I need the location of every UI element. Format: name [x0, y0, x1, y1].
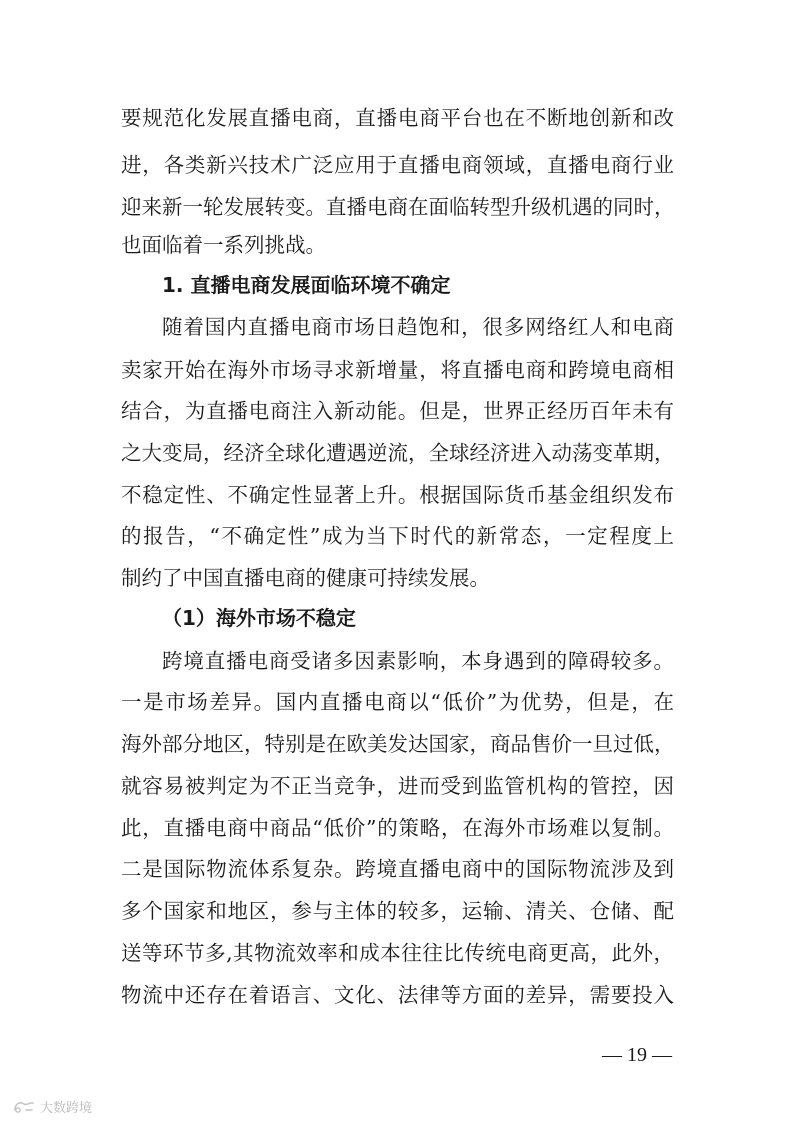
paragraph-line: 迎来新一轮发展转变。直播电商在面临转型升级机遇的同时，	[121, 195, 675, 219]
watermark-logo-icon	[12, 1098, 36, 1114]
paragraph-line: 结合，为直播电商注入新动能。但是，世界正经历百年未有	[121, 399, 674, 423]
paragraph-line: 就容易被判定为不正当竞争，进而受到监管机构的管控，因	[121, 774, 674, 798]
paragraph-line: 随着国内直播电商市场日趋饱和，很多网络红人和电商	[162, 315, 674, 339]
paragraph-line: 卖家开始在海外市场寻求新增量，将直播电商和跨境电商相	[121, 358, 674, 382]
subsection-heading: （1）海外市场不稳定	[162, 606, 356, 630]
paragraph-line: 海外部分地区，特别是在欧美发达国家，商品售价一旦过低，	[121, 732, 675, 756]
section-heading: 1. 直播电商发展面临环境不确定	[162, 273, 451, 297]
paragraph-line: 二是国际物流体系复杂。跨境直播电商中的国际物流涉及到	[121, 857, 674, 881]
paragraph-line: 多个国家和地区，参与主体的较多，运输、清关、仓储、配	[121, 899, 674, 923]
paragraph-line: 之大变局，经济全球化遭遇逆流，全球经济进入动荡变革期，	[121, 441, 675, 465]
paragraph-line: 要规范化发展直播电商，直播电商平台也在不断地创新和改	[121, 106, 674, 130]
paragraph-line: 不稳定性、不确定性显著上升。根据国际货币基金组织发布	[121, 483, 674, 507]
watermark	[12, 1096, 92, 1116]
paragraph-line: 进，各类新兴技术广泛应用于直播电商领域，直播电商行业	[121, 153, 674, 177]
paragraph-line: 的报告，“不确定性”成为当下时代的新常态，一定程度上	[121, 524, 674, 548]
paragraph-line: 跨境直播电商受诸多因素影响，本身遇到的障碍较多。	[162, 649, 674, 673]
paragraph-line: 送等环节多,其物流效率和成本往往比传统电商更高，此外，	[121, 941, 674, 965]
paragraph-line: 也面临着一系列挑战。	[121, 233, 326, 257]
paragraph-line: 此，直播电商中商品“低价”的策略，在海外市场难以复制。	[121, 816, 674, 840]
paragraph-line: 制约了中国直播电商的健康可持续发展。	[121, 566, 490, 590]
watermark-text: 大数跨境	[40, 1100, 93, 1116]
paragraph-line: 物流中还存在着语言、文化、法律等方面的差异，需要投入	[121, 983, 674, 1007]
page-number: — 19 —	[602, 1044, 672, 1066]
paragraph-line: 一是市场差异。国内直播电商以“低价”为优势，但是，在	[121, 690, 674, 714]
